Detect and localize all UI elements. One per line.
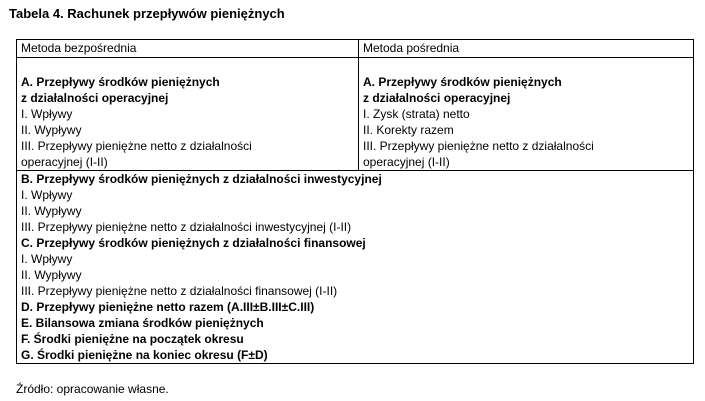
indirect-line-net: III. Przepływy pieniężne netto z działalności xyxy=(363,139,594,153)
header-indirect-method: Metoda pośrednia xyxy=(359,40,694,58)
section-c-outflows: II. Wypływy xyxy=(21,268,82,282)
common-sections-cell xyxy=(17,171,694,364)
section-c-inflows: I. Wpływy xyxy=(21,252,73,266)
section-d-total: D. Przepływy pieniężne netto razem (A.III±B.III±C.III) xyxy=(21,300,315,314)
section-b-heading: B. Przepływy środków pieniężnych z działalności inwestycyjnej xyxy=(21,172,382,186)
direct-line-net: III. Przepływy pieniężne netto z działalności xyxy=(21,139,252,153)
indirect-section-a-heading: A. Przepływy środków pieniężnych xyxy=(363,75,562,89)
common-sections-row xyxy=(17,171,694,364)
cash-flow-table xyxy=(16,39,694,364)
direct-line-inflows: I. Wpływy xyxy=(21,107,73,121)
direct-section-a-heading-cont: z działalności operacyjnej xyxy=(21,91,169,105)
section-f-opening-cash: F. Środki pieniężne na początek okresu xyxy=(21,332,244,346)
section-c-heading: C. Przepływy środków pieniężnych z działalności finansowej xyxy=(21,236,366,250)
spacer xyxy=(21,58,354,74)
indirect-section-a-heading-cont: z działalności operacyjnej xyxy=(363,91,511,105)
direct-line-net-cont: operacyjnej (I-II) xyxy=(21,155,108,169)
section-g-closing-cash: G. Środki pieniężne na koniec okresu (F±D) xyxy=(21,348,268,362)
direct-method-cell xyxy=(17,58,359,171)
direct-line-outflows: II. Wypływy xyxy=(21,123,82,137)
source-note: Źródło: opracowanie własne. xyxy=(16,382,169,396)
section-b-inflows: I. Wpływy xyxy=(21,188,73,202)
section-b-net: III. Przepływy pieniężne netto z działalności inwestycyjnej (I-II) xyxy=(21,220,352,234)
operating-activities-row xyxy=(17,58,694,171)
direct-section-a-heading: A. Przepływy środków pieniężnych xyxy=(21,75,220,89)
indirect-line-net-profit: I. Zysk (strata) netto xyxy=(363,107,470,121)
section-e-balance-change: E. Bilansowa zmiana środków pieniężnych xyxy=(21,316,264,330)
table-title: Tabela 4. Rachunek przepływów pieniężnych xyxy=(9,6,285,21)
indirect-line-net-cont: operacyjnej (I-II) xyxy=(363,155,450,169)
indirect-method-cell xyxy=(359,58,694,171)
table-header-row xyxy=(17,40,694,58)
header-direct-method: Metoda bezpośrednia xyxy=(17,40,359,58)
section-b-outflows: II. Wypływy xyxy=(21,204,82,218)
section-c-net: III. Przepływy pieniężne netto z działalności finansowej (I-II) xyxy=(21,284,338,298)
spacer xyxy=(363,58,689,74)
indirect-line-adjustments: II. Korekty razem xyxy=(363,123,454,137)
